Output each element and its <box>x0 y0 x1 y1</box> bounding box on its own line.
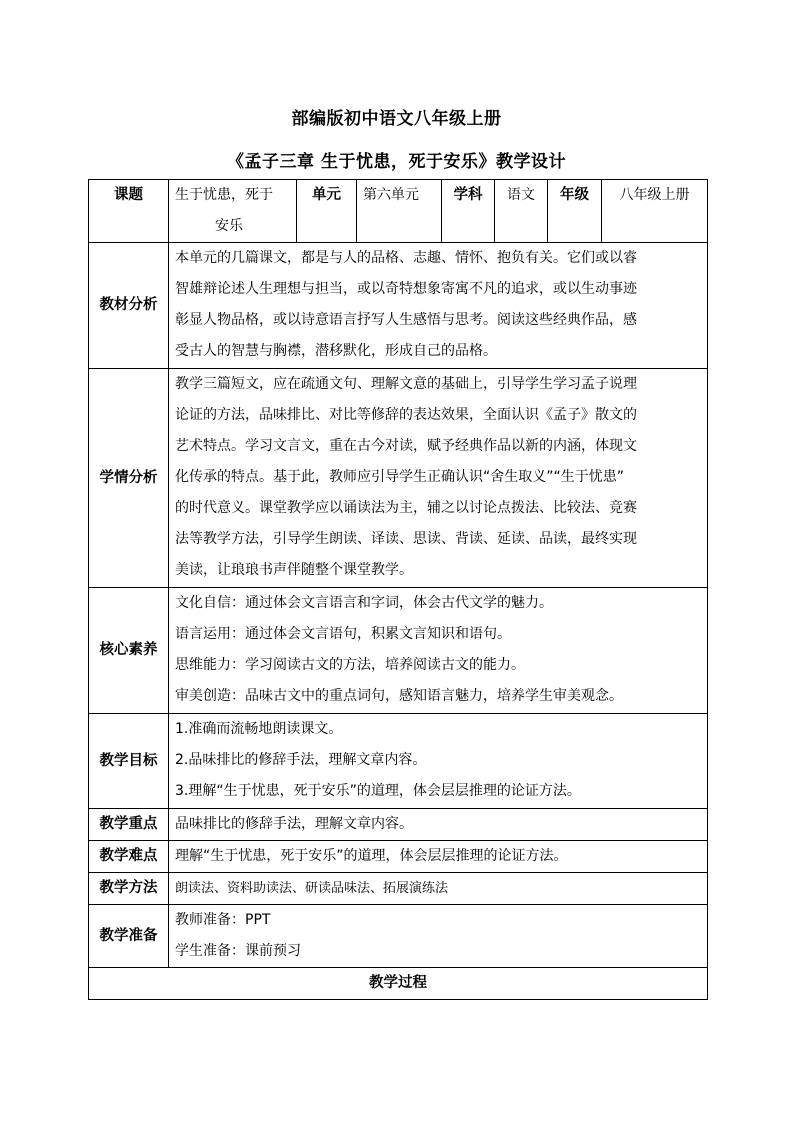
methods-content: 朗读法、资料助读法、研读品味法、拓展演练法 <box>169 873 708 905</box>
lesson-value-line: 安乐 <box>215 218 243 234</box>
lesson-plan-table <box>88 179 708 1000</box>
preparation-label: 教学准备 <box>89 905 169 968</box>
text-line: 2.品味排比的修辞手法，理解文章内容。 <box>175 752 427 768</box>
subject-label: 学科 <box>442 180 495 243</box>
material-content <box>169 243 708 369</box>
text-line: 美读，让琅琅书声伴随整个课堂教学。 <box>175 562 413 578</box>
document-subtitle: 《孟子三章 生于忧患，死于安乐》教学设计 <box>227 152 566 172</box>
lesson-label: 课题 <box>89 180 169 243</box>
text-line: 论证的方法，品味排比、对比等修辞的表达效果，全面认识《孟子》散文的 <box>175 407 637 423</box>
literacy-content <box>169 588 708 714</box>
preparation-row <box>89 905 708 968</box>
key-points-row <box>89 809 708 841</box>
process-label: 教学过程 <box>89 968 708 1000</box>
methods-row <box>89 873 708 905</box>
material-label: 教材分析 <box>89 243 169 369</box>
text-line: 3.理解“生于忧患，死于安乐”的道理，体会层层推理的论证方法。 <box>175 783 581 799</box>
goals-label: 教学目标 <box>89 714 169 809</box>
goals-row <box>89 714 708 809</box>
students-content <box>169 369 708 588</box>
difficulties-row <box>89 841 708 873</box>
text-line: 语言运用：通过体会文言语句，积累文言知识和语句。 <box>175 626 511 642</box>
header-row <box>89 180 708 243</box>
text-line: 艺术特点。学习文言文，重在古今对读，赋予经典作品以新的内涵，体现文 <box>175 438 637 454</box>
difficulties-content: 理解“生于忧患，死于安乐”的道理，体会层层推理的论证方法。 <box>169 841 708 873</box>
key-points-label: 教学重点 <box>89 809 169 841</box>
methods-label: 教学方法 <box>89 873 169 905</box>
text-line: 教师准备：PPT <box>175 912 271 928</box>
students-row <box>89 369 708 588</box>
lesson-value-line: 生于忧患，死于 <box>175 187 273 203</box>
text-line: 审美创造：品味古文中的重点词句，感知语言魅力，培养学生审美观念。 <box>175 688 623 704</box>
text-line: 学生准备：课前预习 <box>175 943 301 959</box>
unit-value: 第六单元 <box>357 180 442 243</box>
text-line: 受古人的智慧与胸襟，潜移默化，形成自己的品格。 <box>175 343 497 359</box>
process-row <box>89 968 708 1000</box>
lesson-value <box>169 180 297 243</box>
text-line: 化传承的特点。基于此，教师应引导学生正确认识“舍生取义”“生于忧患” <box>175 469 625 485</box>
goals-content <box>169 714 708 809</box>
material-row <box>89 243 708 369</box>
literacy-row <box>89 588 708 714</box>
text-line: 智雄辩论述人生理想与担当，或以奇特想象寄寓不凡的追求，或以生动事迹 <box>175 281 637 297</box>
difficulties-label: 教学难点 <box>89 841 169 873</box>
students-label: 学情分析 <box>89 369 169 588</box>
grade-value: 八年级上册 <box>602 180 708 243</box>
key-points-content: 品味排比的修辞手法，理解文章内容。 <box>169 809 708 841</box>
text-line: 教学三篇短文，应在疏通文句、理解文意的基础上，引导学生学习孟子说理 <box>175 376 637 392</box>
text-line: 思维能力：学习阅读古文的方法，培养阅读古文的能力。 <box>175 657 525 673</box>
text-line: 本单元的几篇课文，都是与人的品格、志趣、情怀、抱负有关。它们或以睿 <box>175 250 637 266</box>
preparation-content <box>169 905 708 968</box>
text-line: 的时代意义。课堂教学应以诵读法为主，辅之以讨论点拨法、比较法、竞赛 <box>175 500 637 516</box>
text-line: 法等教学方法，引导学生朗读、译读、思读、背读、延读、品读，最终实现 <box>175 531 637 547</box>
text-line: 文化自信：通过体会文言语言和字词，体会古代文学的魅力。 <box>175 595 553 611</box>
text-line: 1.准确而流畅地朗读课文。 <box>175 721 343 737</box>
document-title: 部编版初中语文八年级上册 <box>291 109 502 129</box>
grade-label: 年级 <box>548 180 602 243</box>
subject-value: 语文 <box>495 180 548 243</box>
text-line: 彰显人物品格，或以诗意语言抒写人生感悟与思考。阅读这些经典作品，感 <box>175 312 637 328</box>
unit-label: 单元 <box>297 180 357 243</box>
literacy-label: 核心素养 <box>89 588 169 714</box>
